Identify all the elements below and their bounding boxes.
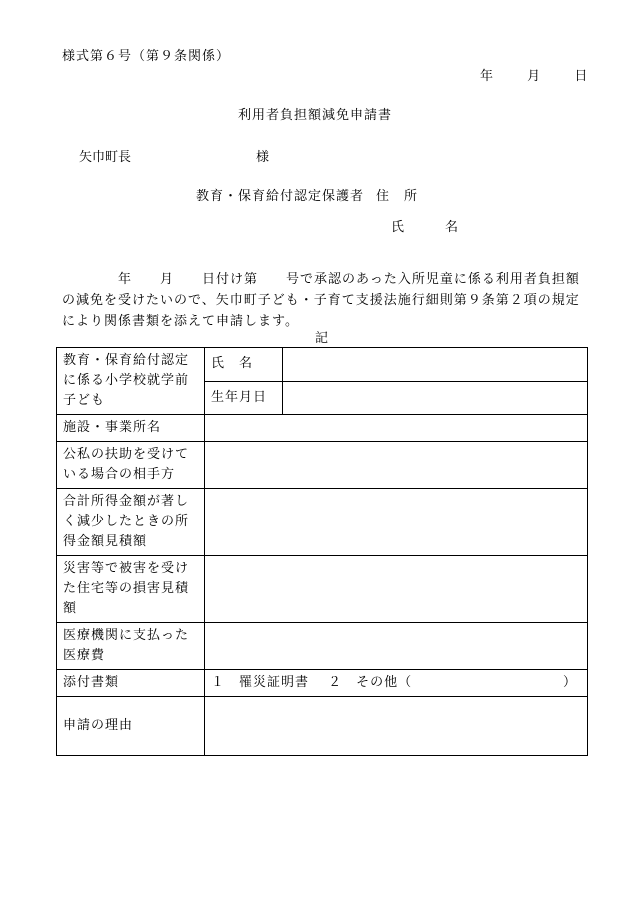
date-day-label: 日 xyxy=(574,69,588,84)
damage-field[interactable] xyxy=(205,556,588,623)
income-label: 合計所得金額が著しく減少したときの所得金額見積額 xyxy=(57,489,205,556)
income-field[interactable] xyxy=(205,489,588,556)
applicant-line xyxy=(196,190,418,203)
table-row-child-name xyxy=(57,348,588,382)
applicant-label: 教育・保育給付認定保護者 xyxy=(196,189,365,204)
attachment-option-1: １ 罹災証明書 xyxy=(211,675,310,690)
date-year-label: 年 xyxy=(480,69,494,84)
reason-field[interactable] xyxy=(205,697,588,756)
ki-marker: 記 xyxy=(315,331,329,346)
applicant-name-label: 氏 名 xyxy=(391,220,473,235)
public-assist-label: 公私の扶助を受けている場合の相手方 xyxy=(57,442,205,489)
child-birth-field[interactable] xyxy=(283,381,588,415)
damage-label: 災害等で被害を受けた住宅等の損害見積額 xyxy=(57,556,205,623)
table-row-attachments xyxy=(57,670,588,697)
attachment-other-close: ） xyxy=(562,675,577,690)
table-row-damage xyxy=(57,556,588,623)
table-row-reason xyxy=(57,697,588,756)
body-text: 年 月 日付け第 号で承認のあった入所児童に係る利用者負担額の減免を受けたいので、矢巾町子ども・子育て支援法施行細則第９条第２項の規定により関係書類を添えて申請します。 xyxy=(62,272,580,329)
date-month-label: 月 xyxy=(527,69,541,84)
date-line xyxy=(480,70,587,83)
medical-label: 医療機関に支払った医療費 xyxy=(57,623,205,670)
address-label: 住 所 xyxy=(376,189,419,204)
medical-field[interactable] xyxy=(205,623,588,670)
child-name-field[interactable] xyxy=(283,348,588,382)
application-table xyxy=(56,347,588,756)
child-label: 教育・保育給付認定に係る小学校就学前子ども xyxy=(57,348,205,415)
facility-field[interactable] xyxy=(205,415,588,442)
form-number: 様式第６号（第９条関係） xyxy=(62,49,231,64)
facility-label: 施設・事業所名 xyxy=(57,415,205,442)
child-name-label: 氏 名 xyxy=(205,348,283,382)
child-birth-label: 生年月日 xyxy=(205,381,283,415)
table-row-income xyxy=(57,489,588,556)
attachments-field xyxy=(205,670,588,697)
reason-label: 申請の理由 xyxy=(57,697,205,756)
addressee: 矢巾町長 xyxy=(79,150,132,165)
table-row-facility xyxy=(57,415,588,442)
table-row-medical xyxy=(57,623,588,670)
honorific: 様 xyxy=(256,150,270,165)
table-row-public-assist xyxy=(57,442,588,489)
public-assist-field[interactable] xyxy=(205,442,588,489)
attachments-label: 添付書類 xyxy=(57,670,205,697)
attachment-option-2: ２ その他（ xyxy=(328,675,413,690)
document-title: 利用者負担額減免申請書 xyxy=(237,108,392,123)
